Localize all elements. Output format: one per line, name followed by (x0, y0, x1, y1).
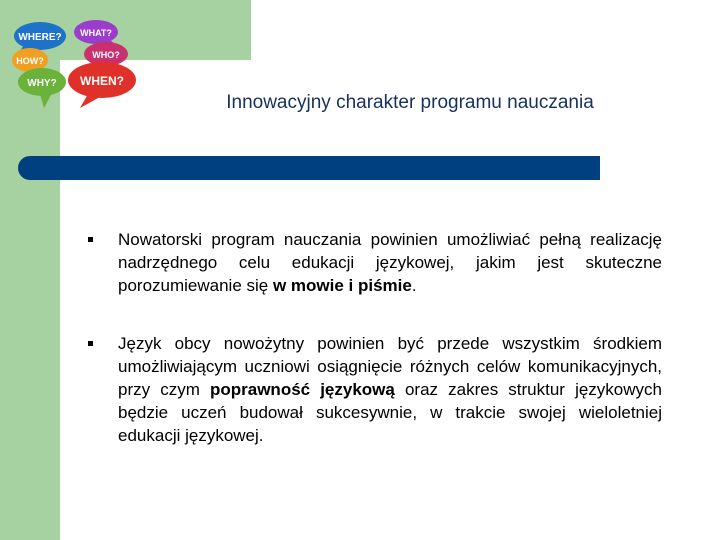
how-bubble-label: HOW? (16, 56, 44, 66)
bullet-item (88, 228, 662, 297)
where-bubble-label: WHERE? (18, 32, 62, 43)
bullet-text: Język obcy nowożytny powinien być przede wszystkim środkiem umożliwiającym uczniowi osiągnięcie różnych celów komunikacyjnych, przy czym (118, 334, 662, 399)
title-divider-bar (18, 156, 600, 180)
why-bubble-icon (18, 68, 66, 108)
bullet-list (88, 228, 662, 482)
bullet-text: Nowatorski program nauczania powinien umożliwiać pełną realizację nadrzędnego celu edukacji językowej, jakim jest skuteczne porozumiewanie się (118, 230, 662, 295)
bullet-text-end: oraz zakres struktur językowych będzie uczeń budował sukcesywnie, w trakcie swojej wieloletniej edukacji językowej. (118, 380, 662, 445)
question-bubbles-logo (10, 14, 140, 110)
who-bubble-label: WHO? (92, 50, 120, 60)
square-bullet-icon (88, 237, 93, 242)
when-bubble-label: WHEN? (80, 74, 124, 88)
bullet-item (88, 332, 662, 447)
when-bubble-icon (68, 62, 136, 108)
square-bullet-icon (88, 341, 93, 346)
bullet-emphasis: w mowie i piśmie (272, 276, 412, 295)
what-bubble-label: WHAT? (80, 28, 112, 38)
bullet-text-end: . (411, 276, 417, 295)
slide-title: Innowacyjny charakter programu nauczania (226, 92, 594, 113)
why-bubble-label: WHY? (27, 78, 57, 89)
bullet-emphasis: poprawność językową (209, 380, 395, 399)
